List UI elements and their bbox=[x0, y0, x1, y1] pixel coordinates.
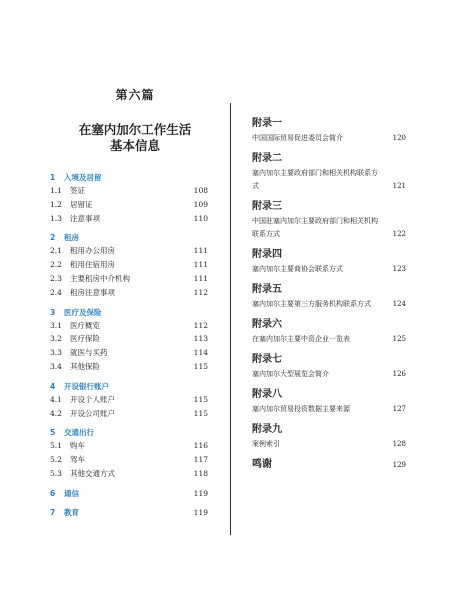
section-heading-label bbox=[50, 506, 79, 519]
appendix-page: 124 bbox=[392, 300, 406, 308]
appendix-page: 122 bbox=[392, 230, 406, 238]
appendix-description: 塞内加尔贸易投资数据主要来源 bbox=[252, 405, 350, 413]
entry-page: 109 bbox=[193, 199, 208, 209]
appendix-description: 中国国际贸易促进委员会简介 bbox=[252, 134, 343, 142]
appendix-entry[interactable] bbox=[252, 199, 406, 241]
entry-label bbox=[50, 346, 108, 360]
entry-number: 3.1 bbox=[50, 320, 62, 330]
toc-entry[interactable] bbox=[50, 453, 208, 467]
appendix-title: 附录七 bbox=[252, 354, 282, 365]
appendix-description: 案例索引 bbox=[252, 440, 280, 448]
section-heading[interactable] bbox=[50, 380, 208, 393]
appendix-title: 附录六 bbox=[252, 319, 282, 330]
appendix-title: 附录五 bbox=[252, 284, 282, 295]
entry-label bbox=[50, 332, 100, 346]
entry-page: 117 bbox=[193, 455, 208, 465]
entry-label bbox=[50, 407, 115, 421]
entry-number: 5.1 bbox=[50, 441, 62, 451]
section-heading[interactable] bbox=[50, 506, 208, 519]
entry-number: 1.1 bbox=[50, 186, 62, 195]
entry-page: 111 bbox=[193, 246, 208, 256]
appendix-title: 附录九 bbox=[252, 424, 282, 435]
toc-section bbox=[50, 487, 208, 500]
entry-title: 其他交通方式 bbox=[70, 468, 115, 478]
entry-number: 2.3 bbox=[50, 273, 62, 283]
appendix-body bbox=[252, 263, 406, 276]
toc-entry[interactable] bbox=[50, 272, 208, 286]
section-title: 入境及居留 bbox=[64, 173, 102, 182]
toc-section bbox=[50, 231, 208, 299]
entry-page: 111 bbox=[193, 260, 208, 270]
section-number: 5 bbox=[50, 428, 56, 438]
appendix-description: 中国驻塞内加尔主要政府部门和相关机构联系方式 bbox=[252, 217, 378, 238]
section-number: 1 bbox=[50, 173, 56, 182]
entry-number: 3.3 bbox=[50, 348, 62, 358]
appendix-body bbox=[252, 298, 406, 311]
section-title: 通信 bbox=[64, 488, 79, 498]
entry-label bbox=[50, 439, 85, 453]
toc-entry[interactable] bbox=[50, 258, 208, 272]
entry-page: 112 bbox=[193, 320, 208, 330]
toc-sections bbox=[50, 171, 208, 525]
entry-page: 118 bbox=[193, 468, 208, 478]
toc-entry[interactable] bbox=[50, 346, 208, 360]
section-number: 4 bbox=[50, 381, 56, 391]
entry-page: 108 bbox=[193, 186, 208, 195]
appendix-page: 125 bbox=[392, 335, 406, 343]
appendix-entry[interactable] bbox=[252, 422, 406, 451]
appendix-entry[interactable] bbox=[252, 116, 406, 145]
appendix-title: 附录八 bbox=[252, 389, 282, 400]
appendix-page: 121 bbox=[392, 182, 406, 190]
entry-title: 租房注意事项 bbox=[70, 287, 115, 297]
appendix-description: 塞内加尔主要第三方服务机构联系方式 bbox=[252, 300, 371, 308]
appendix-description: 塞内加尔主要商协会联系方式 bbox=[252, 265, 343, 273]
section-heading-label bbox=[50, 308, 102, 317]
appendix-page: 128 bbox=[392, 440, 406, 448]
column-divider bbox=[230, 103, 231, 535]
entry-label bbox=[50, 184, 85, 198]
entry-title: 医疗概览 bbox=[70, 320, 100, 330]
toc-entry[interactable] bbox=[50, 198, 208, 212]
entry-number: 2.1 bbox=[50, 246, 62, 256]
entry-title: 开设公司账户 bbox=[70, 408, 115, 418]
appendix-title: 鸣谢 bbox=[252, 459, 272, 470]
toc-section bbox=[50, 380, 208, 421]
entry-number: 3.4 bbox=[50, 361, 62, 371]
entry-number: 4.2 bbox=[50, 408, 62, 418]
entry-title: 签证 bbox=[70, 186, 85, 195]
entry-page: 115 bbox=[193, 408, 208, 418]
entry-number: 2.2 bbox=[50, 260, 62, 270]
appendix-title: 附录四 bbox=[252, 249, 282, 260]
appendix-title: 附录二 bbox=[252, 153, 282, 164]
entry-label bbox=[50, 212, 100, 226]
section-title: 医疗及保险 bbox=[64, 307, 102, 317]
section-page: 119 bbox=[193, 488, 208, 498]
entry-title: 注意事项 bbox=[70, 213, 100, 223]
toc-entry[interactable] bbox=[50, 244, 208, 258]
appendix-entry[interactable] bbox=[252, 352, 406, 381]
main-title bbox=[40, 122, 230, 154]
entry-label bbox=[50, 286, 115, 300]
entry-page: 114 bbox=[193, 348, 208, 358]
toc-section bbox=[50, 426, 208, 480]
toc-entry[interactable] bbox=[50, 407, 208, 421]
appendix-entry[interactable] bbox=[252, 151, 406, 193]
entry-number: 5.2 bbox=[50, 455, 62, 465]
entry-title: 开设个人账户 bbox=[70, 394, 115, 404]
section-number: 6 bbox=[50, 488, 56, 498]
section-heading[interactable] bbox=[50, 306, 208, 319]
appendix-body bbox=[252, 457, 406, 473]
toc-appendices bbox=[252, 116, 406, 479]
entry-number: 2.4 bbox=[50, 287, 62, 297]
entry-label bbox=[50, 198, 93, 212]
entry-page: 110 bbox=[193, 213, 208, 223]
entry-page: 115 bbox=[193, 394, 208, 404]
section-number: 3 bbox=[50, 307, 56, 317]
appendix-body bbox=[252, 368, 406, 381]
toc-entry[interactable] bbox=[50, 439, 208, 453]
main-title-line: 在塞内加尔工作生活 bbox=[78, 122, 192, 137]
entry-page: 113 bbox=[193, 334, 208, 344]
entry-label bbox=[50, 244, 115, 258]
appendix-description: 塞内加尔主要政府部门和相关机构联系方式 bbox=[252, 169, 378, 190]
toc-section bbox=[50, 171, 208, 225]
section-heading[interactable] bbox=[50, 426, 208, 439]
entry-label bbox=[50, 360, 100, 374]
section-title: 交通出行 bbox=[64, 428, 94, 438]
main-title-line: 基本信息 bbox=[109, 138, 160, 153]
entry-number: 5.3 bbox=[50, 468, 62, 478]
entry-label bbox=[50, 393, 115, 407]
entry-title: 租用办公用房 bbox=[70, 246, 115, 256]
appendix-body bbox=[252, 438, 406, 451]
entry-title: 购车 bbox=[70, 441, 85, 451]
section-number: 2 bbox=[50, 233, 56, 243]
appendix-page: 120 bbox=[392, 134, 406, 142]
appendix-entry[interactable] bbox=[252, 317, 406, 346]
entry-title: 医疗保险 bbox=[70, 334, 100, 344]
entry-label bbox=[50, 272, 130, 286]
appendix-page: 127 bbox=[392, 405, 406, 413]
entry-number: 3.2 bbox=[50, 334, 62, 344]
part-title: 第六篇 bbox=[115, 88, 155, 102]
section-heading-label bbox=[50, 428, 94, 437]
appendix-entry[interactable] bbox=[252, 247, 406, 276]
section-heading-label bbox=[50, 382, 109, 391]
section-number: 7 bbox=[50, 507, 56, 517]
toc-entry[interactable] bbox=[50, 319, 208, 333]
appendix-entry[interactable] bbox=[252, 282, 406, 311]
entry-label bbox=[50, 319, 100, 333]
toc-entry[interactable] bbox=[50, 360, 208, 374]
section-heading-label bbox=[50, 173, 102, 182]
entry-number: 1.3 bbox=[50, 213, 62, 223]
entry-label bbox=[50, 258, 115, 272]
toc-entry[interactable] bbox=[50, 393, 208, 407]
section-heading[interactable] bbox=[50, 487, 208, 500]
toc-entry[interactable] bbox=[50, 332, 208, 346]
section-heading[interactable] bbox=[50, 171, 208, 184]
entry-page: 115 bbox=[193, 361, 208, 371]
toc-entry[interactable] bbox=[50, 212, 208, 226]
appendix-body bbox=[252, 215, 406, 241]
appendix-page: 126 bbox=[392, 370, 406, 378]
entry-title: 其他保险 bbox=[70, 361, 100, 371]
section-page: 119 bbox=[193, 507, 208, 517]
entry-number: 1.2 bbox=[50, 199, 62, 209]
section-heading-label bbox=[50, 487, 79, 500]
entry-number: 4.1 bbox=[50, 394, 62, 404]
appendix-body bbox=[252, 167, 406, 193]
toc-section bbox=[50, 506, 208, 519]
section-title: 教育 bbox=[64, 507, 79, 517]
toc-entry[interactable] bbox=[50, 184, 208, 198]
appendix-body bbox=[252, 333, 406, 346]
appendix-title: 附录一 bbox=[252, 118, 282, 129]
toc-entry[interactable] bbox=[50, 286, 208, 300]
section-title: 开设银行账户 bbox=[64, 381, 109, 391]
toc-section bbox=[50, 306, 208, 374]
section-heading-label bbox=[50, 233, 79, 242]
appendix-page: 129 bbox=[392, 460, 406, 469]
appendix-body bbox=[252, 403, 406, 416]
entry-title: 就医与买药 bbox=[70, 348, 108, 358]
appendix-entry[interactable] bbox=[252, 387, 406, 416]
entry-title: 租用住宿用房 bbox=[70, 260, 115, 270]
appendix-description: 在塞内加尔主要中资企业一览表 bbox=[252, 335, 350, 343]
section-heading[interactable] bbox=[50, 231, 208, 244]
entry-label bbox=[50, 467, 115, 481]
entry-page: 116 bbox=[193, 441, 208, 451]
entry-page: 111 bbox=[193, 273, 208, 283]
entry-page: 112 bbox=[193, 287, 208, 297]
appendix-page: 123 bbox=[392, 265, 406, 273]
appendix-description: 塞内加尔大型展览会简介 bbox=[252, 370, 329, 378]
entry-title: 驾车 bbox=[70, 455, 85, 465]
entry-label bbox=[50, 453, 85, 467]
entry-title: 主要租房中介机构 bbox=[70, 273, 130, 283]
appendix-title: 附录三 bbox=[252, 201, 282, 212]
appendix-body bbox=[252, 132, 406, 145]
entry-title: 居留证 bbox=[70, 199, 93, 209]
toc-entry[interactable] bbox=[50, 467, 208, 481]
appendix-entry[interactable] bbox=[252, 457, 406, 473]
section-title: 租房 bbox=[64, 233, 79, 243]
